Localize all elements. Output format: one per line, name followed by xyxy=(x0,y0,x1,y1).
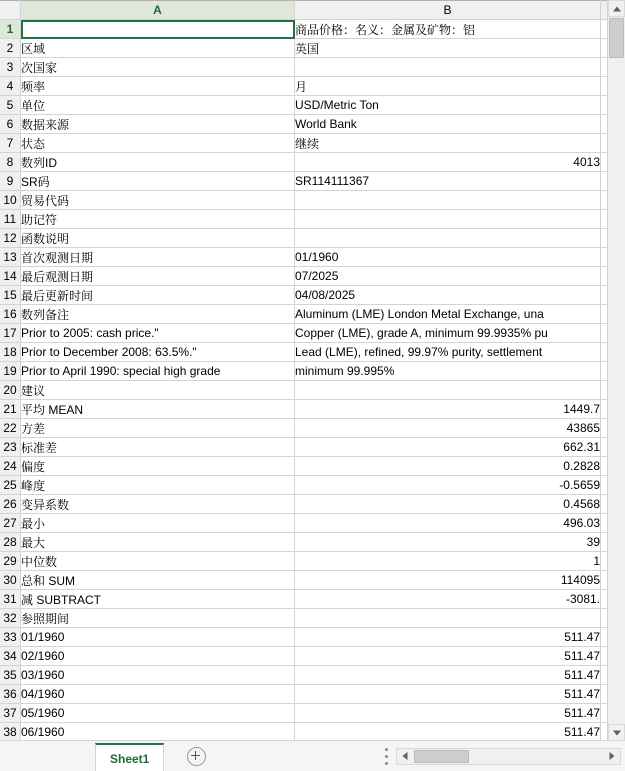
column-header-a[interactable]: A xyxy=(21,1,295,20)
cell-b12[interactable] xyxy=(295,229,601,248)
row-header[interactable]: 2 xyxy=(0,39,21,58)
table-row[interactable] xyxy=(0,362,612,381)
cell-b20[interactable] xyxy=(295,381,601,400)
row-header[interactable]: 12 xyxy=(0,229,21,248)
table-row[interactable] xyxy=(0,115,612,134)
row-header[interactable]: 13 xyxy=(0,248,21,267)
table-row[interactable] xyxy=(0,172,612,191)
cell-b2[interactable]: 英国 xyxy=(295,39,601,58)
row-header[interactable]: 17 xyxy=(0,324,21,343)
cell-a35[interactable]: 03/1960 xyxy=(21,666,295,685)
row-header[interactable]: 3 xyxy=(0,58,21,77)
cell-a24[interactable]: 偏度 xyxy=(21,457,295,476)
row-header[interactable]: 10 xyxy=(0,191,21,210)
add-sheet-button[interactable] xyxy=(182,741,210,771)
cell-a13[interactable]: 首次观测日期 xyxy=(21,248,295,267)
table-row[interactable] xyxy=(0,552,612,571)
cell-a5[interactable]: 单位 xyxy=(21,96,295,115)
row-header[interactable]: 21 xyxy=(0,400,21,419)
table-row[interactable] xyxy=(0,533,612,552)
horizontal-scroll-thumb[interactable] xyxy=(414,750,469,763)
scroll-up-arrow-icon[interactable] xyxy=(608,0,625,17)
table-row[interactable] xyxy=(0,628,612,647)
cell-a19[interactable]: Prior to April 1990: special high grade xyxy=(21,362,295,381)
cell-b13[interactable]: 01/1960 xyxy=(295,248,601,267)
row-header[interactable]: 35 xyxy=(0,666,21,685)
table-row[interactable] xyxy=(0,495,612,514)
cell-a9[interactable]: SR码 xyxy=(21,172,295,191)
row-header[interactable]: 33 xyxy=(0,628,21,647)
cell-a20[interactable]: 建议 xyxy=(21,381,295,400)
table-row[interactable] xyxy=(0,704,612,723)
table-row[interactable] xyxy=(0,647,612,666)
table-row[interactable] xyxy=(0,324,612,343)
table-row[interactable] xyxy=(0,58,612,77)
cell-a18[interactable]: Prior to December 2008: 63.5%." xyxy=(21,343,295,362)
cell-b27[interactable]: 496.03 xyxy=(295,514,601,533)
table-row[interactable] xyxy=(0,419,612,438)
table-row[interactable] xyxy=(0,343,612,362)
cell-b37[interactable]: 511.47 xyxy=(295,704,601,723)
bottom-bar xyxy=(0,740,625,771)
table-row[interactable] xyxy=(0,514,612,533)
row-header[interactable]: 11 xyxy=(0,210,21,229)
cell-a2[interactable]: 区域 xyxy=(21,39,295,58)
column-header-row xyxy=(0,1,612,20)
table-row[interactable] xyxy=(0,210,612,229)
row-header[interactable]: 32 xyxy=(0,609,21,628)
sheet-body[interactable] xyxy=(0,20,612,742)
row-header[interactable]: 7 xyxy=(0,134,21,153)
cell-a6[interactable]: 数据来源 xyxy=(21,115,295,134)
table-row[interactable] xyxy=(0,229,612,248)
cell-b34[interactable]: 511.47 xyxy=(295,647,601,666)
cell-b26[interactable]: 0.4568 xyxy=(295,495,601,514)
table-row[interactable] xyxy=(0,267,612,286)
cell-a7[interactable]: 状态 xyxy=(21,134,295,153)
row-header[interactable]: 31 xyxy=(0,590,21,609)
row-header[interactable]: 19 xyxy=(0,362,21,381)
table-row[interactable] xyxy=(0,571,612,590)
cell-a33[interactable]: 01/1960 xyxy=(21,628,295,647)
row-header[interactable]: 15 xyxy=(0,286,21,305)
cell-b18[interactable]: Lead (LME), refined, 99.97% purity, settlement xyxy=(295,343,601,362)
vertical-dots-icon xyxy=(385,746,388,767)
cell-b5[interactable]: USD/Metric Ton xyxy=(295,96,601,115)
cell-a21[interactable]: 平均 MEAN xyxy=(21,400,295,419)
scroll-left-arrow-icon[interactable] xyxy=(397,749,413,764)
vertical-scroll-thumb[interactable] xyxy=(609,18,624,58)
cell-b33[interactable]: 511.47 xyxy=(295,628,601,647)
cell-b15[interactable]: 04/08/2025 xyxy=(295,286,601,305)
row-header[interactable]: 22 xyxy=(0,419,21,438)
table-row[interactable] xyxy=(0,723,612,742)
cell-a25[interactable]: 峰度 xyxy=(21,476,295,495)
cell-b3[interactable] xyxy=(295,58,601,77)
row-header[interactable]: 27 xyxy=(0,514,21,533)
sheet-tab-sheet1[interactable]: Sheet1 xyxy=(95,743,164,771)
table-row[interactable] xyxy=(0,286,612,305)
cell-b1[interactable]: 商品价格：名义：金属及矿物：铝 xyxy=(295,20,601,39)
row-header[interactable]: 20 xyxy=(0,381,21,400)
cell-b16[interactable]: Aluminum (LME) London Metal Exchange, una xyxy=(295,305,601,324)
table-row[interactable] xyxy=(0,476,612,495)
cell-b28[interactable]: 39 xyxy=(295,533,601,552)
table-row[interactable] xyxy=(0,381,612,400)
cell-b29[interactable]: 1 xyxy=(295,552,601,571)
table-row[interactable] xyxy=(0,685,612,704)
cell-a26[interactable]: 变异系数 xyxy=(21,495,295,514)
table-row[interactable] xyxy=(0,39,612,58)
table-row[interactable] xyxy=(0,400,612,419)
sheet-tab-strip[interactable] xyxy=(95,741,164,771)
row-header[interactable]: 24 xyxy=(0,457,21,476)
plus-icon xyxy=(187,747,206,766)
row-header[interactable]: 25 xyxy=(0,476,21,495)
horizontal-scrollbar[interactable] xyxy=(396,748,621,765)
cell-b32[interactable] xyxy=(295,609,601,628)
cell-a22[interactable]: 方差 xyxy=(21,419,295,438)
sheet-overflow-menu[interactable] xyxy=(385,741,388,771)
table-row[interactable] xyxy=(0,134,612,153)
table-row[interactable] xyxy=(0,96,612,115)
cell-a14[interactable]: 最后观测日期 xyxy=(21,267,295,286)
table-row[interactable] xyxy=(0,20,612,39)
cell-a30[interactable]: 总和 SUM xyxy=(21,571,295,590)
cell-a28[interactable]: 最大 xyxy=(21,533,295,552)
row-header[interactable]: 14 xyxy=(0,267,21,286)
row-header[interactable]: 4 xyxy=(0,77,21,96)
row-header[interactable]: 5 xyxy=(0,96,21,115)
cell-b14[interactable]: 07/2025 xyxy=(295,267,601,286)
vertical-scrollbar[interactable] xyxy=(607,0,625,741)
row-header[interactable]: 38 xyxy=(0,723,21,742)
table-row[interactable] xyxy=(0,191,612,210)
table-row[interactable] xyxy=(0,153,612,172)
cell-a36[interactable]: 04/1960 xyxy=(21,685,295,704)
cell-a17[interactable]: Prior to 2005: cash price." xyxy=(21,324,295,343)
row-header[interactable]: 28 xyxy=(0,533,21,552)
cell-b21[interactable]: 1449.7 xyxy=(295,400,601,419)
cell-a29[interactable]: 中位数 xyxy=(21,552,295,571)
cell-a23[interactable]: 标准差 xyxy=(21,438,295,457)
cell-a37[interactable]: 05/1960 xyxy=(21,704,295,723)
cell-b11[interactable] xyxy=(295,210,601,229)
row-header[interactable]: 18 xyxy=(0,343,21,362)
row-header[interactable]: 36 xyxy=(0,685,21,704)
row-header[interactable]: 8 xyxy=(0,153,21,172)
cell-a32[interactable]: 参照期间 xyxy=(21,609,295,628)
cell-b9[interactable]: SR114111367 xyxy=(295,172,601,191)
table-row[interactable] xyxy=(0,248,612,267)
cell-a1[interactable] xyxy=(21,20,295,39)
table-row[interactable] xyxy=(0,666,612,685)
cell-b25[interactable]: -0.5659 xyxy=(295,476,601,495)
cell-a3[interactable]: 次国家 xyxy=(21,58,295,77)
table-row[interactable] xyxy=(0,609,612,628)
cell-b8[interactable]: 4013 xyxy=(295,153,601,172)
cell-b36[interactable]: 511.47 xyxy=(295,685,601,704)
row-header[interactable]: 9 xyxy=(0,172,21,191)
table-row[interactable] xyxy=(0,305,612,324)
row-header[interactable]: 30 xyxy=(0,571,21,590)
cell-b31[interactable]: -3081. xyxy=(295,590,601,609)
cell-a12[interactable]: 函数说明 xyxy=(21,229,295,248)
table-row[interactable] xyxy=(0,77,612,96)
row-header[interactable]: 37 xyxy=(0,704,21,723)
cell-b30[interactable]: 114095 xyxy=(295,571,601,590)
row-header[interactable]: 1 xyxy=(0,20,21,39)
cell-a38[interactable]: 06/1960 xyxy=(21,723,295,742)
row-header[interactable]: 34 xyxy=(0,647,21,666)
cell-a16[interactable]: 数列备注 xyxy=(21,305,295,324)
cell-a34[interactable]: 02/1960 xyxy=(21,647,295,666)
cell-a10[interactable]: 贸易代码 xyxy=(21,191,295,210)
row-header[interactable]: 16 xyxy=(0,305,21,324)
select-all-corner[interactable] xyxy=(0,1,21,20)
cell-a11[interactable]: 助记符 xyxy=(21,210,295,229)
cell-b10[interactable] xyxy=(295,191,601,210)
cell-a4[interactable]: 频率 xyxy=(21,77,295,96)
row-header[interactable]: 26 xyxy=(0,495,21,514)
cell-b35[interactable]: 511.47 xyxy=(295,666,601,685)
cell-b6[interactable]: World Bank xyxy=(295,115,601,134)
cell-a27[interactable]: 最小 xyxy=(21,514,295,533)
cell-b38[interactable]: 511.47 xyxy=(295,723,601,742)
cell-b24[interactable]: 0.2828 xyxy=(295,457,601,476)
row-header[interactable]: 6 xyxy=(0,115,21,134)
cell-b23[interactable]: 662.31 xyxy=(295,438,601,457)
row-header[interactable]: 23 xyxy=(0,438,21,457)
cell-a15[interactable]: 最后更新时间 xyxy=(21,286,295,305)
cell-b22[interactable]: 43865 xyxy=(295,419,601,438)
cell-b17[interactable]: Copper (LME), grade A, minimum 99.9935% pu xyxy=(295,324,601,343)
table-row[interactable] xyxy=(0,438,612,457)
cell-b7[interactable]: 继续 xyxy=(295,134,601,153)
row-header[interactable]: 29 xyxy=(0,552,21,571)
cell-b4[interactable]: 月 xyxy=(295,77,601,96)
scroll-right-arrow-icon[interactable] xyxy=(604,749,620,764)
cell-a8[interactable]: 数列ID xyxy=(21,153,295,172)
table-row[interactable] xyxy=(0,590,612,609)
cell-b19[interactable]: minimum 99.995% xyxy=(295,362,601,381)
table-row[interactable] xyxy=(0,457,612,476)
scroll-down-arrow-icon[interactable] xyxy=(608,724,625,741)
column-header-b[interactable]: B xyxy=(295,1,601,20)
cell-a31[interactable]: 减 SUBTRACT xyxy=(21,590,295,609)
